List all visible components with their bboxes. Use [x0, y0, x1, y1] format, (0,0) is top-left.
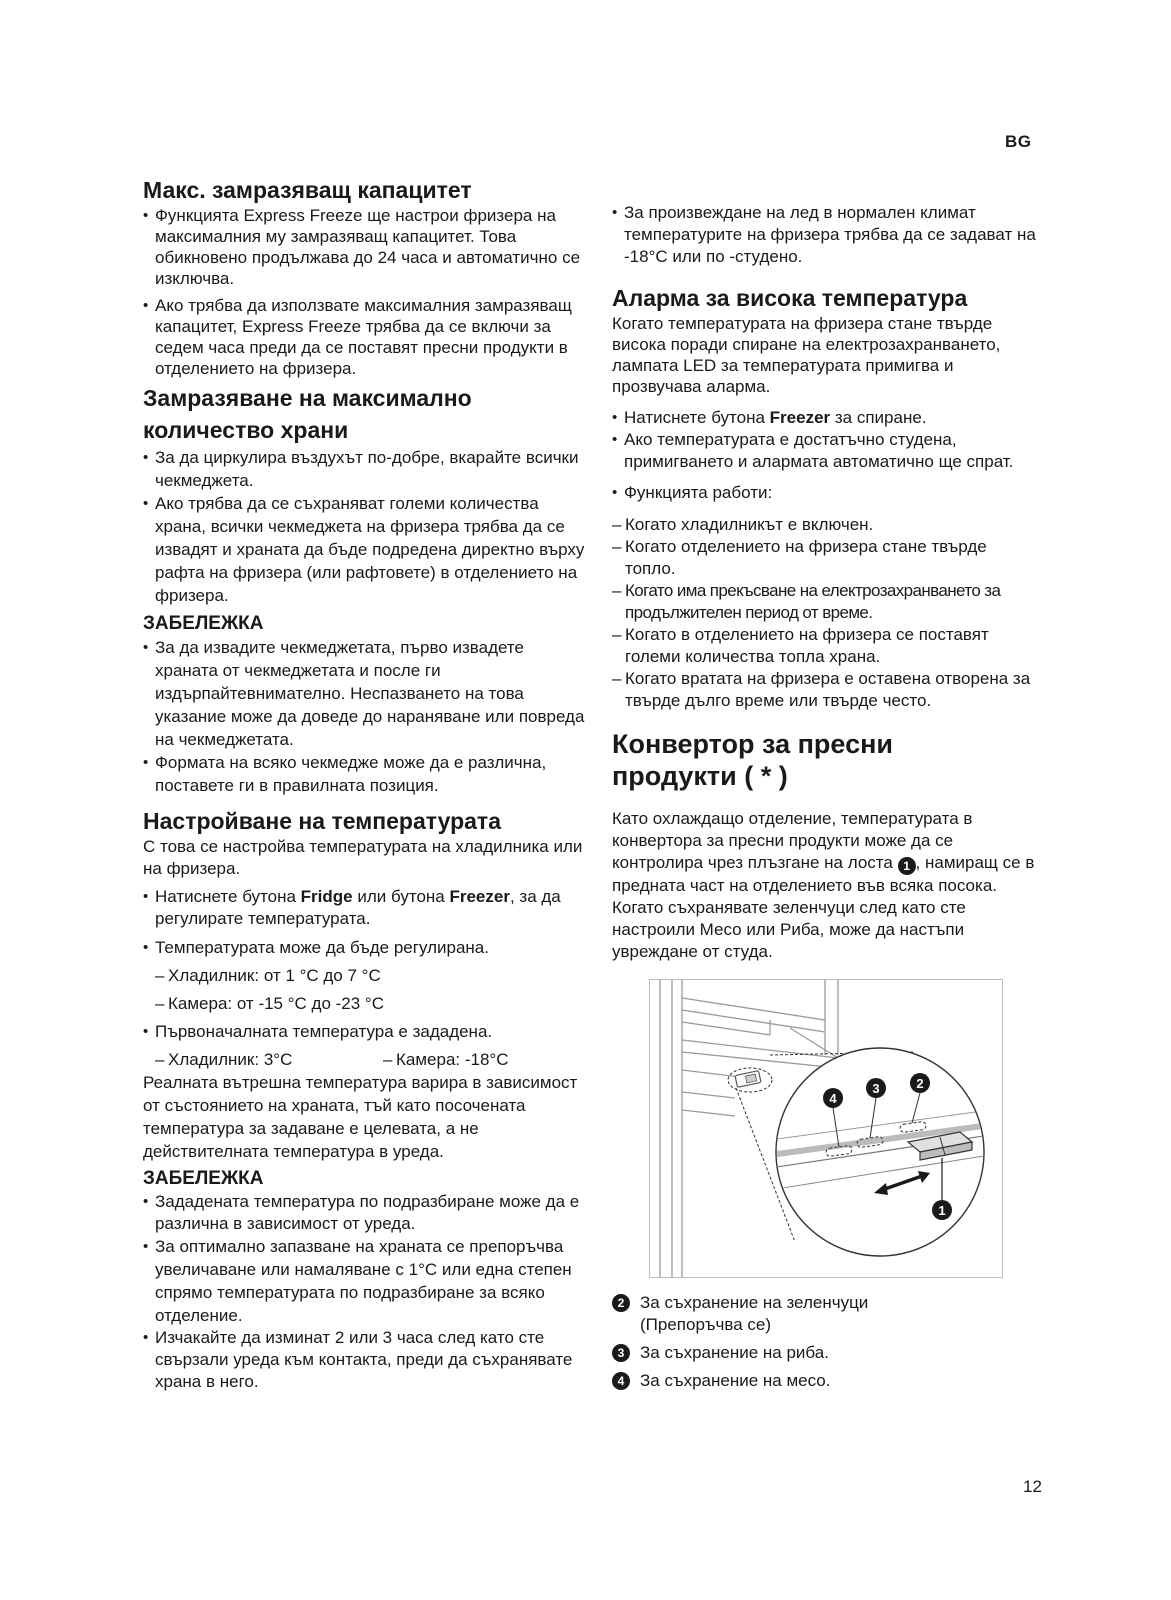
- legend-text-meat: За съхранение на месо.: [640, 1371, 831, 1390]
- svg-text:2: 2: [916, 1076, 924, 1091]
- note-wait-hours: • Изчакайте да изминат 2 или 3 часа след като сте свързали уреда към контакта, преди да съхранявате храна в него.: [143, 1327, 588, 1393]
- note-title-2: ЗАБЕЛЕЖКА: [143, 1168, 264, 1189]
- bullet-auto-stop: • Ако температурата е достатъчно студена, примигването и алармата автоматично ще спрат.: [612, 429, 1037, 473]
- condition-fridge-on: – Когато хладилникът е включен.: [612, 514, 1037, 536]
- legend-number-2: 2: [612, 1294, 630, 1312]
- legend-item-vegetables: [612, 1292, 1037, 1336]
- note-drawer-shape: • Формата на всяко чекмедже може да е различна, поставете ги в правилната позиция.: [143, 751, 588, 797]
- bullet-ice-production: • За произвеждане на лед в нормален климат температурите на фризера трябва да се задават на -18°C или по -студено.: [612, 202, 1037, 268]
- condition-power-outage: – Когато има прекъсване на електрозахранването за продължителен период от време.: [612, 580, 1037, 624]
- figure-label-2: [910, 1073, 930, 1093]
- svg-text:3: 3: [872, 1081, 880, 1096]
- converter-figure: [649, 979, 1003, 1278]
- range-freezer: – Камера: от -15 °C до -23 °C: [155, 993, 588, 1015]
- legend-text-vegetables: За съхранение на зеленчуци (Препоръчва се): [640, 1293, 869, 1334]
- bullet-initial-temp: • Първоначалната температура е зададена.: [143, 1021, 588, 1043]
- freezer-button-label: Freezer: [769, 408, 831, 427]
- legend-item-meat: [612, 1370, 1037, 1392]
- initial-fridge: – Хладилник: 3°C: [155, 1049, 383, 1071]
- condition-door-open: – Когато вратата на фризера е оставена отворена за твърде дълго време или твърде често.: [612, 668, 1037, 712]
- figure-label-4: [823, 1088, 843, 1108]
- converter-illustration: [650, 980, 1002, 1277]
- alarm-intro: Когато температурата на фризера стане твърде висока поради спиране на електрозахранването, лампата LED за температурата примигва и прозвучава аларма.: [612, 314, 1001, 396]
- bullet-large-quantities: • Ако трябва да се съхраняват големи количества храна, всички чекмеджета на фризера трябва да се извадят и храната да бъде подредена директно върху рафта на фризера (или рафтовете) в отделението на фризера.: [143, 492, 588, 607]
- note-remove-drawers: • За да извадите чекмеджетата, първо извадете храната от чекмеджетата и после ги издърпайтевнимателно. Неспазването на това указание може да доведе до нараняване или повреда на чекмеджетата.: [143, 636, 588, 751]
- condition-warm-food: – Когато в отделението на фризера се поставят големи количества топла храна.: [612, 624, 1037, 668]
- figure-label-1: [932, 1200, 952, 1220]
- converter-description: Като охлаждащо отделение, температурата в конвертора за пресни продукти може да се контролира чрез плъзгане на лоста 1 , намиращ се в предната част на отделението във всяка посока.: [612, 809, 1035, 895]
- left-column: [143, 176, 588, 1393]
- condition-too-warm: – Когато отделението на фризера стане твърде топло.: [612, 536, 1037, 580]
- figure-label-3: [866, 1078, 886, 1098]
- section-title-max-food: Замразяване на максимално количество храни: [143, 385, 472, 443]
- legend-number-3: 3: [612, 1344, 630, 1362]
- bullet-air-circulation: • За да циркулира въздухът по-добре, вкарайте всички чекмеджета.: [143, 446, 588, 492]
- real-temperature-note: Реалната вътрешна температура варира в зависимост от състоянието на храната, тъй като посочената температура за задаване е целевата, а не действителната температура в уреда.: [143, 1073, 578, 1161]
- bullet-adjustable: • Температурата може да бъде регулирана.: [143, 937, 588, 959]
- legend-number-4: 4: [612, 1372, 630, 1390]
- svg-text:4: 4: [829, 1091, 837, 1106]
- bullet-express-freeze-timing: • Ако трябва да използвате максималния замразяващ капацитет, Express Freeze трябва да се включи за седем часа преди да се поставят пресни продукти в отделението на фризера.: [143, 295, 588, 379]
- right-column: [612, 202, 1037, 1392]
- lever-number-badge: 1: [898, 857, 916, 875]
- converter-warning: Когато съхранявате зеленчуци след като сте настроили Месо или Риба, може да настъпи увреждане от студа.: [612, 898, 966, 961]
- section-title-converter: Конвертор за пресни продукти ( * ): [612, 729, 893, 791]
- legend-item-fish: [612, 1342, 1037, 1364]
- range-fridge: – Хладилник: от 1 °C до 7 °C: [155, 965, 588, 987]
- freezer-label: Freezer: [449, 887, 510, 906]
- section-title-max-freeze: Макс. замразяващ капацитет: [143, 177, 472, 203]
- small-lever-icon: [728, 1068, 772, 1092]
- bullet-function-works: • Функцията работи:: [612, 482, 1037, 504]
- note-title: ЗАБЕЛЕЖКА: [143, 613, 264, 634]
- bullet-press-freezer: • Натиснете бутона Freezer за спиране.: [612, 407, 1037, 429]
- section-title-high-temp-alarm: Аларма за висока температура: [612, 285, 968, 311]
- fridge-label: Fridge: [300, 887, 353, 906]
- initial-values: [155, 1049, 588, 1071]
- legend-text-fish: За съхранение на риба.: [640, 1343, 829, 1362]
- section-title-temperature: Настройване на температурата: [143, 808, 501, 834]
- initial-freezer: – Камера: -18°C: [383, 1049, 509, 1071]
- note-default-temp: • Зададената температура по подразбиране може да е различна в зависимост от уреда.: [143, 1191, 588, 1235]
- bullet-press-button: • Натиснете бутона Fridge или бутона Freezer, за да регулирате температурата.: [143, 886, 588, 930]
- temperature-intro: С това се настройва температурата на хладилника или на фризера.: [143, 837, 583, 878]
- figure-legend: [612, 1292, 1037, 1392]
- page-number: 12: [1023, 1477, 1042, 1496]
- language-code: BG: [1005, 132, 1032, 151]
- svg-text:1: 1: [938, 1203, 946, 1218]
- bullet-express-freeze: • Функцията Express Freeze ще настрои фризера на максималния му замразяващ капацитет. Това обикновено продължава до 24 часа и автоматично се изключва.: [143, 205, 588, 289]
- note-optimal-storage: • За оптимално запазване на храната се препоръчва увеличаване или намаляване с 1°C или една степен спрямо температурата по подразбиране за всяко отделение.: [143, 1235, 588, 1327]
